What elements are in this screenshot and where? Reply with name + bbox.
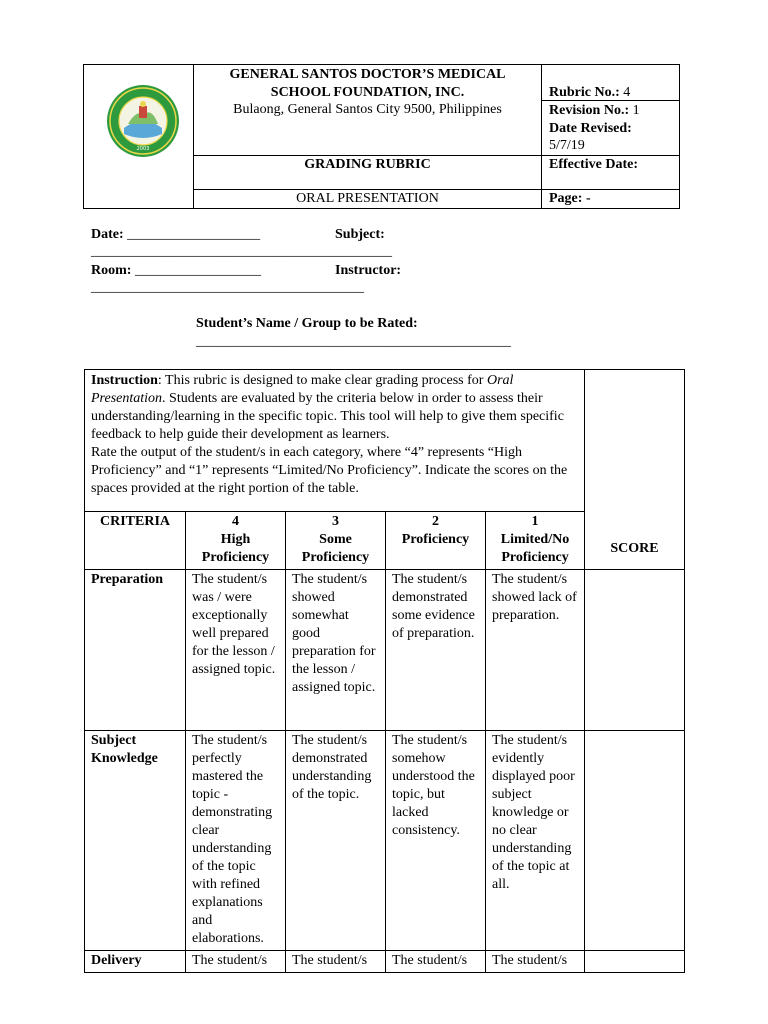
instructor-field[interactable]: _______________________________________ xyxy=(91,280,364,295)
effective-date-label: Effective Date: xyxy=(549,157,639,172)
descriptor-cell: The student/s demonstrated understanding of the topic. xyxy=(286,731,386,951)
criterion-cell: Delivery xyxy=(85,951,186,973)
descriptor-cell: The student/s xyxy=(486,951,585,973)
descriptor-cell: The student/s xyxy=(386,951,486,973)
descriptor-cell: The student/s showed lack of preparation. xyxy=(486,570,585,731)
descriptor-cell: The student/s demonstrated some evidence of preparation. xyxy=(386,570,486,731)
header-divider xyxy=(193,189,680,190)
svg-text:2003: 2003 xyxy=(136,146,150,152)
school-name-line1: GENERAL SANTOS DOCTOR’S MEDICAL xyxy=(229,67,506,82)
instruction-cell: Instruction: This rubric is designed to make clear grading process for Oral Presentation. Students are evaluated by the criteria below in order to assess their understanding/learning in the specific topic. This tool will help to give them specific feedback to help guide their development as learners. Rate the output of the student/s in each category, where “4” represents “High Proficiency” and “1” represents “Limited/No Proficiency”. Indicate the scores on the spaces provided at the right portion of the table. xyxy=(85,370,585,512)
doc-subtitle: ORAL PRESENTATION xyxy=(296,191,439,206)
student-name-label: Student’s Name / Group to be Rated: xyxy=(196,316,418,331)
rubric-no: Rubric No.: 4 xyxy=(549,85,631,100)
date-field[interactable]: Date: ___________________ xyxy=(91,227,261,242)
subject-field[interactable]: ___________________________________________ xyxy=(91,244,392,259)
descriptor-cell: The student/s showed somewhat good preparation for the lesson / assigned topic. xyxy=(286,570,386,731)
criteria-header: CRITERIA xyxy=(85,512,186,570)
level-header: 4 High Proficiency xyxy=(186,512,286,570)
descriptor-cell: The student/s somehow understood the topic, but lacked consistency. xyxy=(386,731,486,951)
header-divider xyxy=(193,155,680,156)
score-cell[interactable] xyxy=(585,951,685,973)
descriptor-cell: The student/s perfectly mastered the topic - demonstrating clear understanding of the topic with refined explanations and elaborations. xyxy=(186,731,286,951)
table-row xyxy=(85,951,685,973)
doc-title: GRADING RUBRIC xyxy=(304,157,431,172)
level-header: 2 Proficiency xyxy=(386,512,486,570)
date-revised-label: Date Revised: xyxy=(549,121,632,136)
score-cell[interactable] xyxy=(585,731,685,951)
student-name-field[interactable]: _____________________________________________ xyxy=(196,334,511,349)
descriptor-cell: The student/s xyxy=(186,951,286,973)
descriptor-cell: The student/s xyxy=(286,951,386,973)
date-revised-value: 5/7/19 xyxy=(549,138,585,153)
criterion-cell: Subject Knowledge xyxy=(85,731,186,951)
table-row xyxy=(85,570,685,731)
descriptor-cell: The student/s was / were exceptionally well prepared for the lesson / assigned topic. xyxy=(186,570,286,731)
school-name xyxy=(194,66,541,102)
criterion-cell: Preparation xyxy=(85,570,186,731)
school-seal-logo xyxy=(106,84,180,158)
school-name-line2: SCHOOL FOUNDATION, INC. xyxy=(270,85,465,100)
level-header: 1 Limited/No Proficiency xyxy=(486,512,585,570)
revision-no: Revision No.: 1 xyxy=(549,103,640,118)
school-address: Bulaong, General Santos City 9500, Philippines xyxy=(233,102,502,117)
score-cell[interactable] xyxy=(585,570,685,731)
score-header: SCORE xyxy=(585,370,685,570)
level-header: 3 Some Proficiency xyxy=(286,512,386,570)
table-row xyxy=(85,731,685,951)
descriptor-cell: The student/s evidently displayed poor subject knowledge or no clear understanding of the topic at all. xyxy=(486,731,585,951)
header-divider xyxy=(541,64,542,209)
instructor-label: Instructor: xyxy=(335,263,402,278)
page-number: Page: - xyxy=(549,191,591,206)
subject-label: Subject: xyxy=(335,227,385,242)
room-field[interactable]: Room: __________________ xyxy=(91,263,261,278)
rubric-table xyxy=(84,369,685,973)
